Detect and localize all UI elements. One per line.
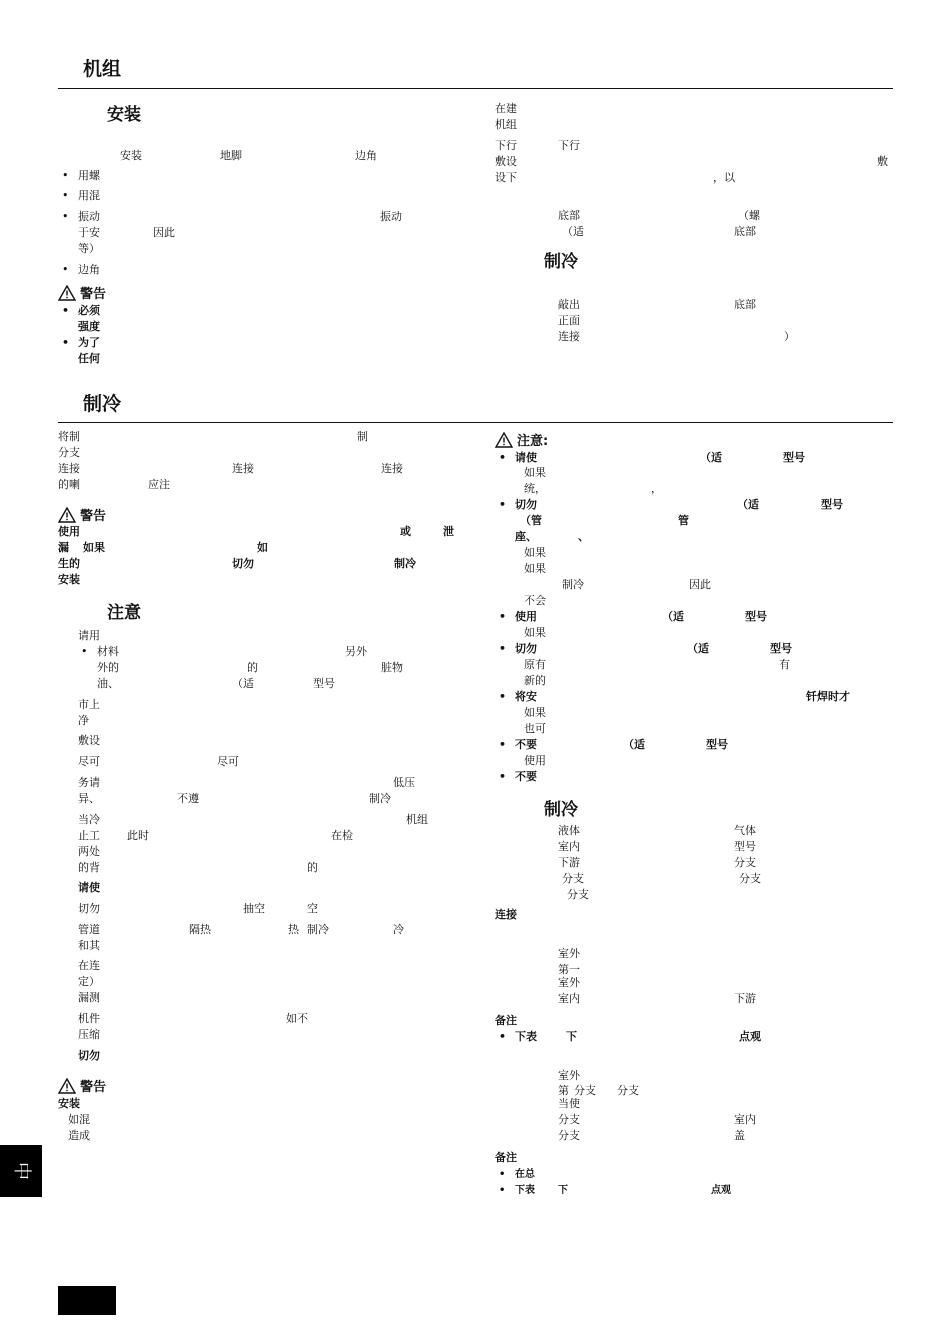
caution-heading [495,432,548,450]
install-bullet: • 边角 [78,262,100,278]
warning-text: 造成 [68,1129,90,1142]
caution-text: 异、 [78,792,100,805]
warning-icon [58,507,76,523]
pipe-text: 液体 [558,824,580,837]
caution-text: （管 [520,514,542,527]
warning-bullet: • 必须 [78,303,100,319]
caution-text: 两处 [78,845,100,858]
caution-text: 和其 [78,939,100,952]
pipe-text: 第一 [558,963,580,976]
refrig-text: 连接 [381,462,403,475]
warning-text: 泄 [443,525,454,538]
caution-text: 机组 [406,813,428,826]
caution-text: 当冷 [78,813,100,826]
caution-text: 如果 [524,466,546,479]
pipe-text: 型号 [734,840,756,853]
right-text: 底部 [558,209,580,222]
pipe-text: 分支 [558,1113,580,1126]
caution-text: 漏测 [78,991,100,1004]
caution-bullet: • 将安 [515,689,537,705]
right-text: ，以 [713,171,735,184]
caution-text: 型号 [313,677,335,690]
caution-text: （适 [232,677,254,690]
caution-text: 如果 [524,706,546,719]
caution-text: （适 [737,498,759,511]
warning-text: 强度 [78,320,100,333]
install-text: 等） [78,242,100,255]
warning-bullet: • 为了 [78,335,100,351]
caution-text: 请用 [78,629,100,642]
note-text: 下 [558,1185,568,1196]
caution-text: 制冷 [307,923,329,936]
caution-text: 的背 [78,861,100,874]
right-text: 下行 [558,139,580,152]
caution-text: 统， [524,482,546,495]
warning-text: 或 [400,525,411,538]
note-bullet: • 下表 [515,1029,537,1045]
pipe-text: 分支 [567,888,589,901]
warning-text: 如混 [68,1113,90,1126]
refrig-text: 应注 [148,478,170,491]
warning-text: 切勿 [232,557,254,570]
right-text: 设下 [495,171,517,184]
caution-text: ， [651,482,662,495]
caution-text: 管 [678,514,689,527]
pipe-text: 分支 [574,1084,596,1097]
pipe-text: 分支 [739,872,761,885]
note-text: 下 [566,1030,577,1043]
caution-text: 敷设 [78,734,100,747]
caution-text: 的 [307,861,318,874]
caution-text: 有 [779,658,790,671]
caution-text: 钎焊时才 [806,690,850,703]
caution-text: （适 [700,451,722,464]
caution-text: 请使 [78,881,100,894]
caution-text: 止工 [78,829,100,842]
section-heading-unit: 机组 [83,58,122,80]
install-text: 地脚 [220,149,242,162]
page-number-box [58,1286,116,1315]
caution-text: 型号 [745,610,767,623]
caution-text: 热 [288,923,299,936]
caution-text: 隔热 [189,923,211,936]
pipe-label: 连接 [495,908,517,921]
warning-heading [58,285,106,303]
note-bullet: • 在总 [515,1167,535,1183]
refrig-text: 制 [357,430,368,443]
caution-text: 如不 [286,1012,308,1025]
right-text: 连接 [558,330,580,343]
heading-rule-top [58,88,893,89]
caution-text: 型号 [821,498,843,511]
pipe-text: 室内 [558,992,580,1005]
right-text: 下行 [495,139,517,152]
pipe-text: 分支 [734,856,756,869]
right-text: 敲出 [558,298,580,311]
caution-text: 制冷 [369,792,391,805]
right-text: 底部 [734,225,756,238]
caution-text: 如果 [524,626,546,639]
install-text: 边角 [355,149,377,162]
warning-text: 使用 [58,525,80,538]
caution-text: 制冷 [562,578,584,591]
install-text: 安装 [120,149,142,162]
caution-text: 在检 [331,829,353,842]
warning-text: 生的 [58,557,80,570]
right-text: 敷设 [495,155,517,168]
caution-text: 新的 [524,674,546,687]
caution-text: 如果 [524,562,546,575]
caution-text: 因此 [689,578,711,591]
pipe-text: 下游 [734,992,756,1005]
right-text: 底部 [734,298,756,311]
right-subtitle: 制冷 [544,252,578,272]
caution-text: 使用 [524,754,546,767]
warning-title: 警告 [80,287,107,302]
right-text: 敷 [877,155,888,168]
caution-text: 市上 [78,698,100,711]
warning-text: 如果 [83,541,105,554]
caution-text: 定） [78,975,100,988]
caution-text: 型号 [706,738,728,751]
warning-heading [58,507,106,525]
right-text: ） [784,330,795,343]
caution-text: 尽可 [78,755,100,768]
pipe-text: 第 [558,1084,569,1097]
refrig-text: 将制 [58,430,80,443]
install-text: 因此 [153,226,175,239]
warning-title: 警告 [80,509,107,524]
caution-bullet: • 不要 [515,769,537,785]
pipe-text: 室外 [558,1069,580,1082]
caution-text: 也可 [524,722,546,735]
pipe-text: 当使 [558,1097,580,1110]
note-title: 备注 [495,1014,517,1027]
caution-text: 空 [307,902,318,915]
note-text: 点观 [739,1030,761,1043]
caution-title: 注意: [517,434,549,449]
right-text: 机组 [495,118,517,131]
caution-text: （适 [662,610,684,623]
warning-icon [58,1078,76,1094]
caution-text: 管道 [78,923,100,936]
refrig-text: 分支 [58,446,80,459]
warning-title: 警告 [80,1080,107,1095]
caution-bullet: • 切勿 [515,641,537,657]
install-bullet: • 用混 [78,188,100,204]
caution-text: （适 [623,738,645,751]
refrig-text: 的喇 [58,478,80,491]
caution-text: 低压 [393,776,415,789]
caution-text: 的 [247,661,258,674]
caution-bullet: • 不要 [515,737,537,753]
warning-text: 制冷 [394,557,416,570]
caution-bullet: • 切勿 [515,497,537,513]
caution-text: 原有 [524,658,546,671]
install-bullet: • 振动 [78,209,100,225]
pipe-text: 气体 [734,824,756,837]
install-text: 于安 [78,226,100,239]
right-subtitle: 制冷 [544,800,578,820]
caution-text: 如果 [524,546,546,559]
warning-text: 安装 [58,1097,80,1110]
caution-text: 另外 [345,645,367,658]
caution-text: 抽空 [243,902,265,915]
caution-text: 冷 [393,923,404,936]
caution-text: 油、 [97,677,119,690]
caution-text: （适 [687,642,709,655]
warning-text: 任何 [78,352,100,365]
caution-text: 尽可 [217,755,239,768]
pipe-text: 下游 [558,856,580,869]
caution-text: 切勿 [78,902,100,915]
pipe-text: 室外 [558,976,580,989]
note-text: 点观 [711,1185,731,1196]
caution-text: 脏物 [381,661,403,674]
language-side-tab [0,1145,42,1197]
caution-title: 注意 [107,603,141,623]
caution-text: 、 [578,530,589,543]
pipe-text: 分支 [617,1084,639,1097]
caution-text: 此时 [127,829,149,842]
caution-bullet: • 请使 [515,450,537,466]
caution-text: 机件 [78,1012,100,1025]
caution-text: 型号 [770,642,792,655]
pipe-text: 盖 [734,1129,745,1142]
warning-heading [58,1078,106,1096]
install-title: 安装 [107,105,141,125]
caution-text: 不遵 [177,792,199,805]
install-text: 振动 [380,210,402,223]
warning-text: 如 [257,541,268,554]
warning-text: 安装 [58,573,80,586]
caution-text: 在连 [78,959,100,972]
caution-text: 不会 [524,594,546,607]
caution-bullet: • 使用 [515,609,537,625]
caution-text: 净 [78,714,89,727]
language-tab-label: 中 [11,1162,32,1180]
right-text: 正面 [558,314,580,327]
right-text: （螺 [738,209,760,222]
note-title: 备注 [495,1151,517,1164]
pipe-text: 分支 [562,872,584,885]
caution-icon [495,432,513,448]
caution-bullet: • 材料 [97,644,119,660]
pipe-text: 室外 [558,947,580,960]
install-bullet: • 用螺 [78,168,100,184]
caution-text: 型号 [783,451,805,464]
right-text: 在建 [495,102,517,115]
warning-icon [58,285,76,301]
right-text: （适 [562,225,584,238]
caution-text: 座、 [515,530,537,543]
pipe-text: 分支 [558,1129,580,1142]
note-bullet: • 下表 [515,1183,535,1199]
pipe-text: 室内 [734,1113,756,1126]
caution-text: 压缩 [78,1028,100,1041]
section-heading-refrig: 制冷 [83,393,122,415]
refrig-text: 连接 [232,462,254,475]
caution-text: 外的 [97,661,119,674]
refrig-text: 连接 [58,462,80,475]
caution-text: 务请 [78,776,100,789]
pipe-text: 室内 [558,840,580,853]
warning-text: 漏 [58,541,69,554]
heading-rule-mid [58,422,893,423]
caution-text: 切勿 [78,1049,100,1062]
